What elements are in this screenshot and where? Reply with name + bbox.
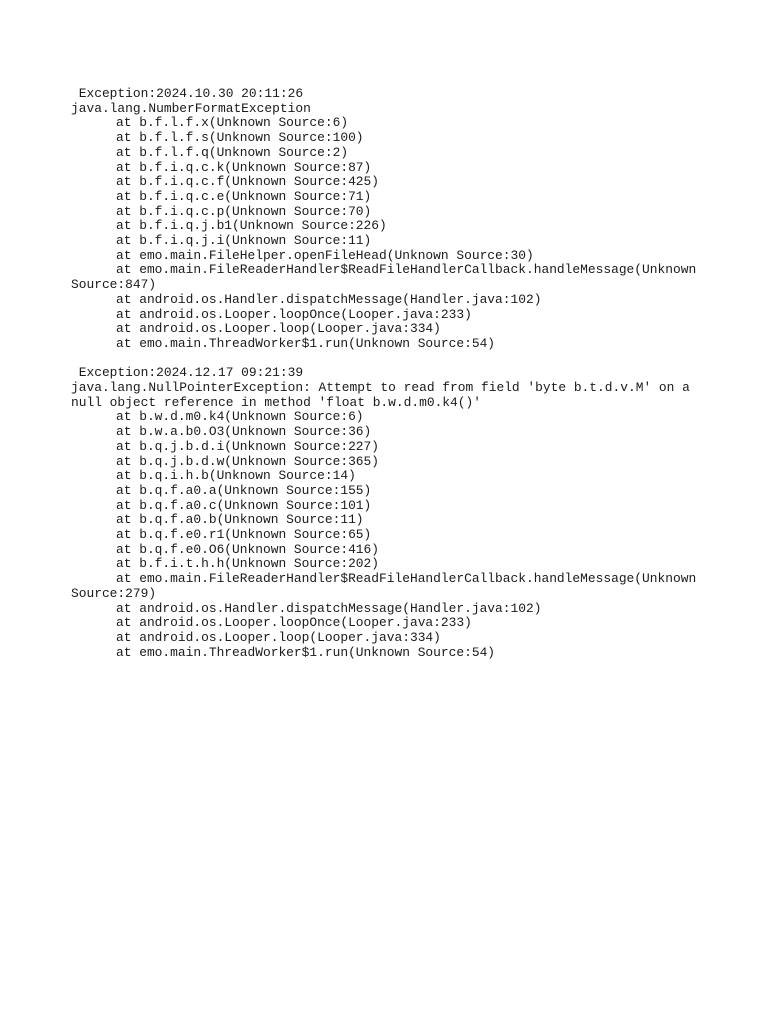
stack-frame: at emo.main.ThreadWorker$1.run(Unknown Source:54)	[116, 644, 496, 660]
stack-frame: at android.os.Looper.loop(Looper.java:334)	[116, 321, 441, 337]
stack-frame: at android.os.Looper.loop(Looper.java:334)	[116, 630, 441, 645]
stack-frame: at b.w.d.m0.k4(Unknown Source:6)	[116, 409, 364, 425]
stack-frame: at b.q.j.b.d.w(Unknown Source:365)	[116, 453, 380, 469]
stack-frame: at android.os.Looper.loopOnce(Looper.java:233)	[116, 306, 472, 322]
exception-type: java.lang.NumberFormatException	[71, 100, 311, 116]
stack-frame: at b.f.l.f.x(Unknown Source:6)	[116, 115, 349, 131]
exception-header: Exception:2024.12.17 09:21:39	[71, 365, 304, 381]
stack-frame: at b.q.j.b.d.i(Unknown Source:227)	[116, 438, 380, 454]
stack-frame: at emo.main.ThreadWorker$1.run(Unknown Source:54)	[116, 335, 496, 351]
exception-entry	[71, 366, 711, 660]
exception-entry	[71, 87, 711, 352]
stack-frame: at android.os.Handler.dispatchMessage(Handler.java:102)	[116, 600, 542, 616]
stack-frame: at b.q.f.a0.c(Unknown Source:101)	[116, 497, 372, 513]
stack-frame: at b.q.f.a0.a(Unknown Source:155)	[116, 482, 372, 498]
stack-frame: at b.q.i.h.b(Unknown Source:14)	[116, 468, 356, 484]
stack-frame: at b.q.f.e0.r1(Unknown Source:65)	[116, 527, 372, 543]
exception-header: Exception:2024.10.30 20:11:26	[71, 86, 304, 101]
log-document	[71, 87, 711, 660]
stack-frame: at b.f.l.f.q(Unknown Source:2)	[116, 144, 349, 160]
stack-frame: at android.os.Handler.dispatchMessage(Handler.java:102)	[116, 291, 542, 307]
stack-frame: at b.q.f.e0.O6(Unknown Source:416)	[116, 541, 380, 557]
stack-frame: at b.f.i.q.c.e(Unknown Source:71)	[116, 188, 372, 204]
stack-frame: at b.f.i.q.c.p(Unknown Source:70)	[116, 203, 372, 219]
stack-frame: at emo.main.FileHelper.openFileHead(Unknown Source:30)	[116, 247, 534, 263]
stack-frame: at b.w.a.b0.O3(Unknown Source:36)	[116, 424, 372, 440]
stack-frame: at b.f.i.q.c.f(Unknown Source:425)	[116, 174, 380, 190]
stack-frame: at b.f.i.t.h.h(Unknown Source:202)	[116, 556, 380, 572]
stack-frame: at emo.main.FileReaderHandler$ReadFileHandlerCallback.handleMessage(Unknown Source:847)	[71, 262, 697, 293]
stack-frame: at b.q.f.a0.b(Unknown Source:11)	[116, 512, 364, 528]
exception-type: java.lang.NullPointerException: Attempt to read from field 'byte b.t.d.v.M' on a null object reference in method 'float b.w.d.m0.k4()'	[71, 380, 690, 410]
stack-frame: at android.os.Looper.loopOnce(Looper.java:233)	[116, 615, 472, 631]
stack-frame: at emo.main.FileReaderHandler$ReadFileHandlerCallback.handleMessage(Unknown Source:279)	[71, 571, 697, 601]
stack-frame: at b.f.i.q.j.b1(Unknown Source:226)	[116, 218, 387, 234]
stack-frame: at b.f.i.q.j.i(Unknown Source:11)	[116, 233, 372, 249]
stack-frame: at b.f.i.q.c.k(Unknown Source:87)	[116, 159, 372, 175]
stack-frame: at b.f.l.f.s(Unknown Source:100)	[116, 130, 364, 146]
